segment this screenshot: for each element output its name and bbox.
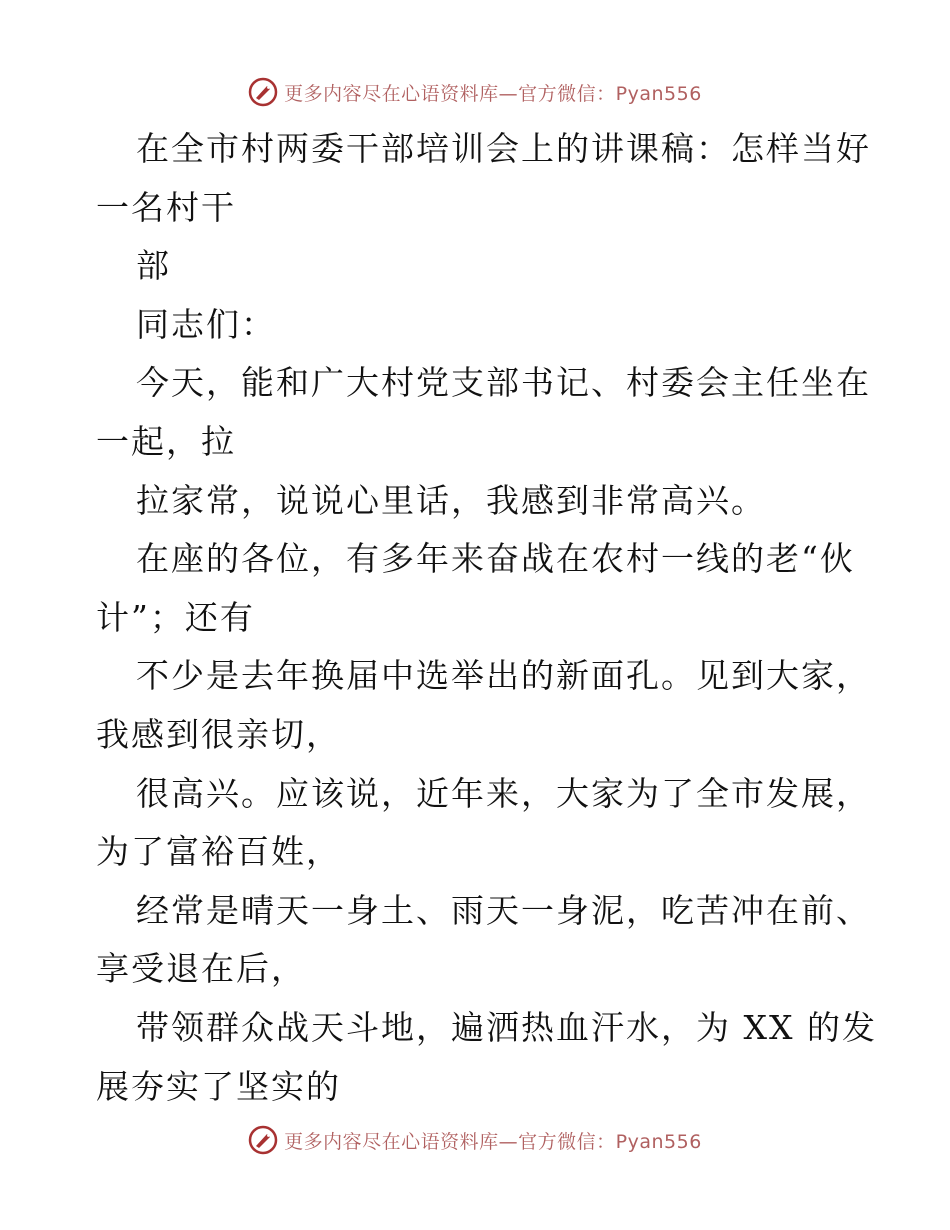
paragraph-line: 为了富裕百姓， [96,832,341,872]
paragraph-line: 拉家常，说说心里话，我感到非常高兴。 [136,480,766,520]
paragraph-line: 我感到很亲切， [96,714,341,754]
footer-banner-text: 更多内容尽在心语资料库—官方微信：Pyan556 [284,1130,702,1153]
footer-banner [0,1120,950,1160]
paragraph-line: 经常是晴天一身土、雨天一身泥，吃苦冲在前、 [136,890,871,930]
paragraph-line: 带领群众战天斗地，遍洒热血汗水，为 XX 的发 [136,1007,877,1047]
paragraph-line: 享受退在后， [96,949,306,989]
pen-nib-logo-icon [248,77,278,107]
title-line-1: 在全市村两委干部培训会上的讲课稿：怎样当好 [136,129,871,168]
salutation-line: 同志们： [136,304,276,344]
paragraph-line: 一起，拉 [96,421,236,461]
header-banner-text: 更多内容尽在心语资料库—官方微信：Pyan556 [284,82,702,105]
title-line-3: 部 [136,246,171,286]
paragraph-line: 计”；还有 [96,597,255,637]
paragraph-line: 不少是去年换届中选举出的新面孔。见到大家， [136,656,871,696]
title-line-2: 一名村干 [96,187,236,227]
paragraph-line: 很高兴。应该说，近年来，大家为了全市发展， [136,773,871,813]
paragraph-line: 今天，能和广大村党支部书记、村委会主任坐在 [136,363,871,403]
paragraph-line: 展夯实了坚实的 [96,1066,341,1106]
pen-nib-logo-icon [248,1125,278,1155]
paragraph-line: 在座的各位，有多年来奋战在农村一线的老“伙 [136,539,855,579]
header-banner [0,72,950,112]
document-body [96,120,877,1116]
